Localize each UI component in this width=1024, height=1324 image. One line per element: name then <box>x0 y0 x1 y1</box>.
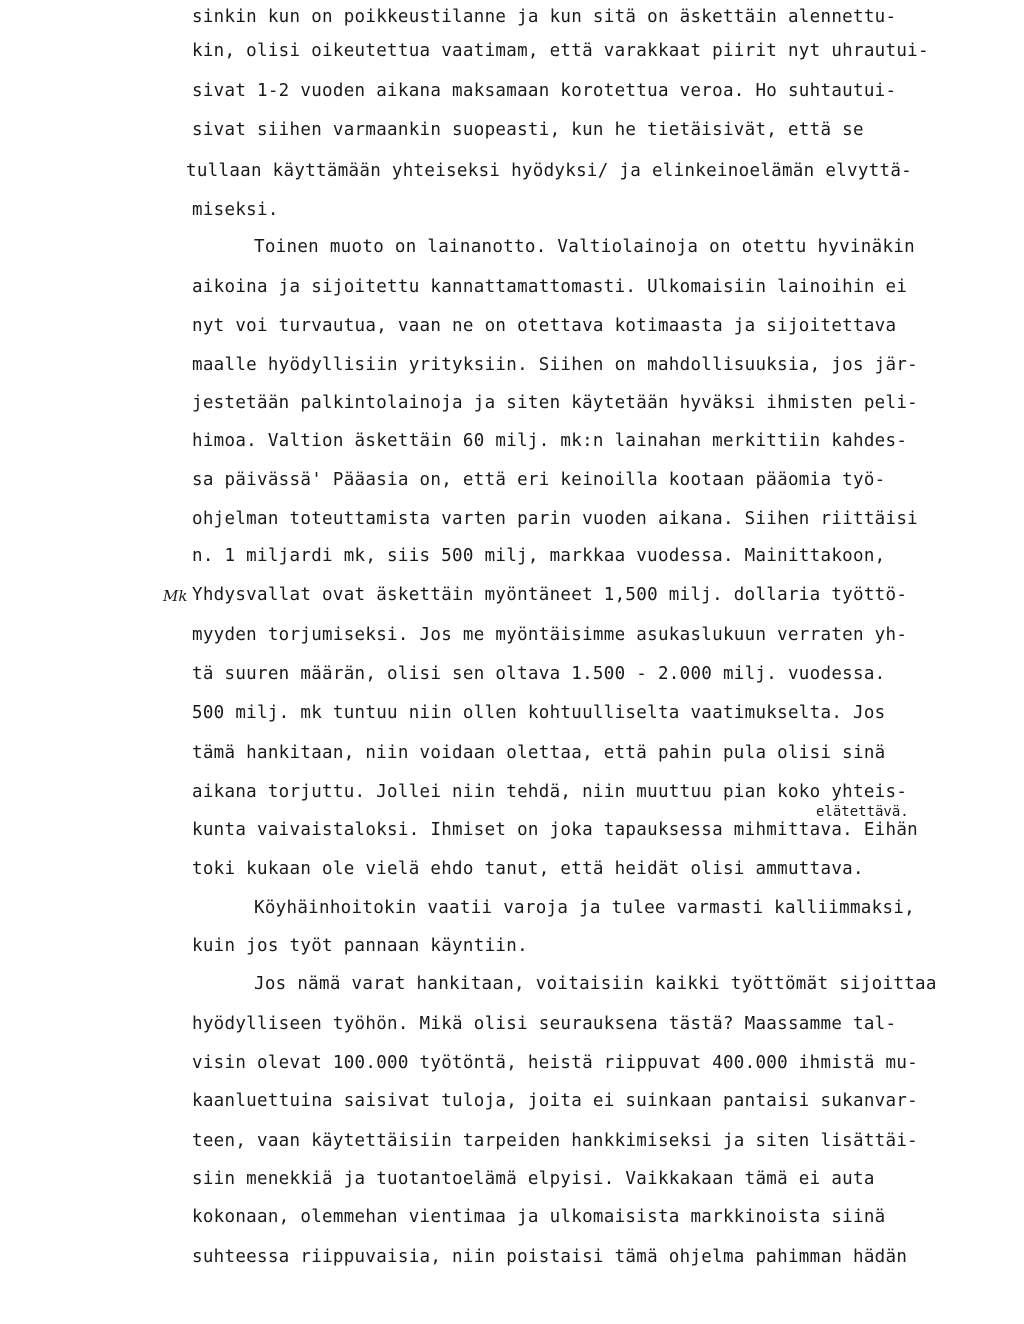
text-line-32: kokonaan, olemmehan vientimaa ja ulkomaisista markkinoista siinä <box>192 1207 886 1227</box>
text-line-16: Yhdysvallat ovat äskettäin myöntäneet 1,500 milj. dollaria työttö- <box>192 585 908 605</box>
text-line-3: sivat 1-2 vuoden aikana maksamaan korotettua veroa. Ho suhtautui- <box>192 81 897 101</box>
text-line-24: Köyhäinhoitokin vaatii varoja ja tulee varmasti kalliimmaksi, <box>254 898 915 918</box>
text-line-8: aikoina ja sijoitettu kannattamattomasti. Ulkomaisiin lainoihin ei <box>192 277 908 297</box>
text-line-30: teen, vaan käytettäisiin tarpeiden hankkimiseksi ja siten lisättäi- <box>192 1131 919 1151</box>
text-line-4: sivat siihen varmaankin suopeasti, kun he tietäisivät, että se <box>192 120 864 140</box>
text-line-12: himoa. Valtion äskettäin 60 milj. mk:n lainahan merkittiin kahdes- <box>192 431 908 451</box>
text-line-7: Toinen muoto on lainanotto. Valtiolainoja on otettu hyvinäkin <box>254 237 915 257</box>
text-line-28: visin olevat 100.000 työtöntä, heistä riippuvat 400.000 ihmistä mu- <box>192 1053 919 1073</box>
text-line-26: Jos nämä varat hankitaan, voitaisiin kaikki työttömät sijoittaa <box>254 974 937 994</box>
text-line-22: kunta vaivaistaloksi. Ihmiset on joka tapauksessa mihmittava. Eihän <box>192 820 919 840</box>
margin-mark: Mk <box>163 587 188 605</box>
text-line-33: suhteessa riippuvaisia, niin poistaisi tämä ohjelma pahimman hädän <box>192 1247 908 1267</box>
text-line-20: tämä hankitaan, niin voidaan olettaa, että pahin pula olisi sinä <box>192 743 886 763</box>
text-line-11: jestetään palkintolainoja ja siten käytetään hyväksi ihmisten peli- <box>192 393 919 413</box>
text-line-6: miseksi. <box>192 200 279 220</box>
text-line-9: nyt voi turvautua, vaan ne on otettava kotimaasta ja sijoitettava <box>192 316 897 336</box>
text-line-23: toki kukaan ole vielä ehdo tanut, että heidät olisi ammuttava. <box>192 859 864 879</box>
text-line-17: myyden torjumiseksi. Jos me myöntäisimme asukaslukuun verraten yh- <box>192 625 908 645</box>
text-line-19: 500 milj. mk tuntuu niin ollen kohtuulliselta vaatimukselta. Jos <box>192 703 886 723</box>
text-line-25: kuin jos työt pannaan käyntiin. <box>192 936 528 956</box>
text-line-14: ohjelman toteuttamista varten parin vuoden aikana. Siihen riittäisi <box>192 509 919 529</box>
text-line-27: hyödylliseen työhön. Mikä olisi seurauksena tästä? Maassamme tal- <box>192 1014 897 1034</box>
text-line-13: sa päivässä' Pääasia on, että eri keinoilla kootaan pääomia työ- <box>192 470 886 490</box>
text-line-21: aikana torjuttu. Jollei niin tehdä, niin muuttuu pian koko yhteis- <box>192 782 908 802</box>
text-line-2: kin, olisi oikeutettua vaatimam, että varakkaat piirit nyt uhrautui- <box>192 41 929 61</box>
text-line-31: siin menekkiä ja tuotantoelämä elpyisi. Vaikkakaan tämä ei auta <box>192 1169 875 1189</box>
text-line-29: kaanluettuina saisivat tuloja, joita ei suinkaan pantaisi sukanvar- <box>192 1091 919 1111</box>
text-line-18: tä suuren määrän, olisi sen oltava 1.500 - 2.000 milj. vuodessa. <box>192 664 886 684</box>
text-line-15: n. 1 miljardi mk, siis 500 milj, markkaa vuodessa. Mainittakoon, <box>192 546 886 566</box>
text-line-5: tullaan käyttämään yhteiseksi hyödyksi/ ja elinkeinoelämän elvyttä- <box>186 161 913 181</box>
text-line-1: sinkin kun on poikkeustilanne ja kun sitä on äskettäin alennettu- <box>192 7 897 27</box>
text-line-10: maalle hyödyllisiin yrityksiin. Siihen on mahdollisuuksia, jos jär- <box>192 355 919 375</box>
interlinear-correction: elätettävä. <box>816 804 909 820</box>
